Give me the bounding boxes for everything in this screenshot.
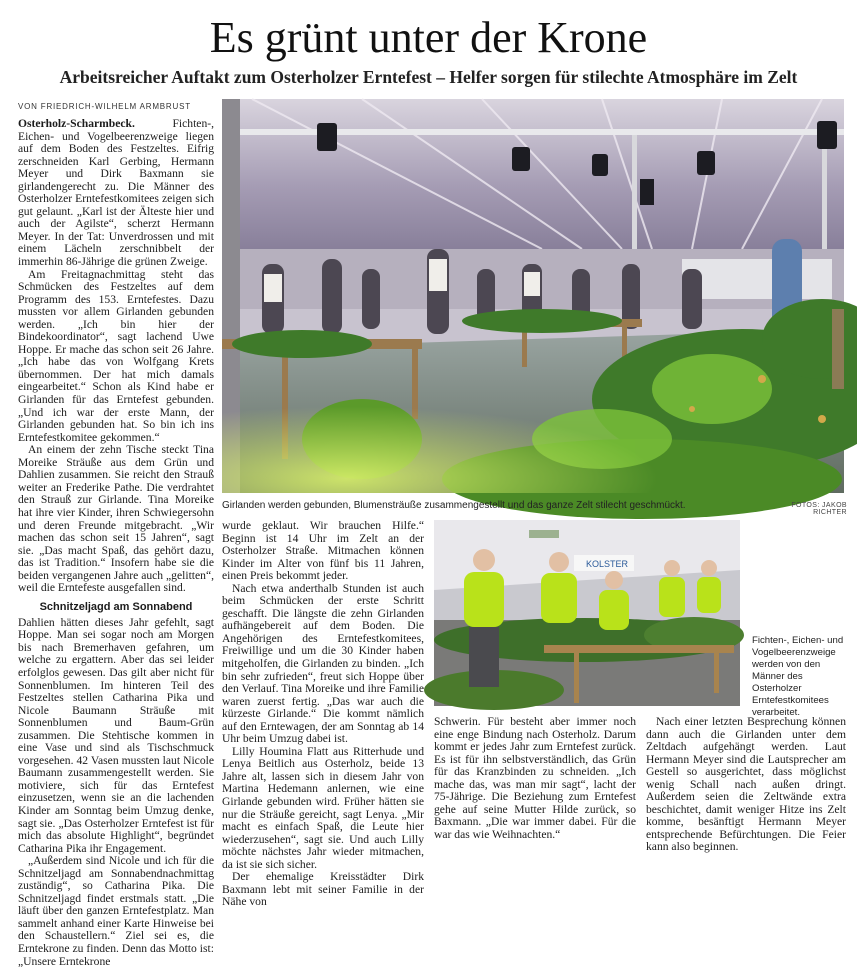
- paragraph: Dahlien hätten dieses Jahr gefehlt, sagt Hoppe. Man sei sogar noch am Morgen bis nach Bremerhaven gefahren, um welche zu ergattern. Aber das sei leider erfolglos gewesen. Das gilt aber nicht für Sonnenblumen. Im hinteren Teil des Festzeltes stellen Catharina Pika und Nicole Baumann Sträuße mit Sonnenblumen und Baum-Grün zusammen. Die Stehtische kommen in eine Vase und sind als Tischschmuck vorgesehen. 42 Vasen mussten laut Nicole Baumann zusammengestellt werden. Sie motiviere, sich für das Erntefest einzusetzen, wenn sie an die lachenden Kinder am Sonntag beim Umzug denke, sagt sie. „Das Osterholzer Erntefest ist für mich das absolute Highlight“, begründet Catharina Pika ihr Engagement.: [18, 615, 214, 855]
- column-2: [222, 519, 424, 909]
- column-1: [18, 117, 214, 968]
- headline: Es grünt unter der Krone: [209, 13, 648, 62]
- second-photo: [434, 520, 740, 706]
- second-photo-caption: Fichten-, Eichen- und Vogelbeerenzweige werden von den Männer des Osterholzer Erntefestkomitees verarbeitet.: [752, 635, 844, 718]
- column-3: [434, 716, 636, 843]
- paragraph: „Außerdem sind Nicole und ich für die Schnitzeljagd am Sonnabendnachmittag zuständig“, so Catharina Pika. Die Schnitzeljagd findet erstmals statt. „Die läuft über den ganzen Erntefestplatz. Man sammelt anhand einer Karte Hinweise bei den Schaustellern.“ Ziel sei es, die Erntekrone zu finden. Denn das Motto ist: „Unsere Erntekrone: [18, 854, 214, 968]
- subheadline: Arbeitsreicher Auftakt zum Osterholzer Erntefest – Helfer sorgen für stilechte Atmosphäre im Zelt: [59, 67, 798, 87]
- lead-paragraph: Osterholz-Scharmbeck. Fichten-, Eichen- und Vogelbeerenzweige liegen auf dem Boden des Festzeltes. Eifrig zerschneiden Karl Gerbing, Hermann Meyer und Dirk Baxmann sie girlandengerecht zu. Die Männer des Osterholzer Erntefestkomitees zeigen sich gut gelaunt. „Karl ist der Älteste hier und auch der Agilste“, scherzt Hermann Meyer. In der Tat: Unverdrossen und mit einem Lächeln zerschnibbelt der immerhin 86-Jährige die grünen Zweige.: [18, 117, 214, 269]
- main-photo-caption: Girlanden werden gebunden, Blumensträuße zusammengestellt und das ganze Zelt stilecht geschmückt.: [222, 500, 686, 511]
- paragraph: Nach etwa anderthalb Stunden ist auch beim Schmücken der erste Schritt geschafft. Die längste die zehn Girlanden aufhängebereit auf dem Boden. Die Angehörigen des Erntefestkomitees, Freiwillige und um die 30 Kinder haben mitgeholfen, die Girlanden zu binden. „Ich bin sehr zufrieden“, freut sich Hoppe über den Verlauf. Tina Moreike und ihre Familie waren zuerst fertig. „Das war auch die kürzeste Girlande.“ Die kommt nämlich auf den Erntewagen, der am Sonntag ab 14 Uhr beim Umzug dabei ist.: [222, 581, 424, 746]
- paragraph: Am Freitagnachmittag steht das Schmücken des Festzeltes auf dem Programm des 153. Erntefestes. Dazu mussten vor allem Girlanden gebunden werden. „Ich bin hier der Bindekoordinator“, sagt lachend Uwe Hoppe. Er mache das schon seit 26 Jahre. „Ich habe das von Wolfgang Krets übernommen. Der hat mich damals eingearbeitet.“ Schon als Kind habe er Girlanden für das Erntefest gebunden. „Und ich war der erste Mann, der Girlanden gebunden hat. So bin ich ins Erntefestkomitee gekommen.“: [18, 267, 214, 444]
- dateline: Osterholz-Scharmbeck.: [18, 117, 135, 130]
- paragraph: Nach einer letzten Besprechung können dann auch die Girlanden unter dem Zeltdach aufgehängt werden. Laut Hermann Meyer sind die Lautsprecher am Gestell so ausgerichtet, dass möglichst wenig Schall nach außen dringt. Außerdem seien die Zeltwände extra beschichtet, damit weniger Hitze ins Zelt komme, besänftigt Hermann Meyer entsprechende Befürchtungen. Die Feier kann also beginnen.: [646, 715, 846, 854]
- men-cutting-branches-image: [434, 520, 740, 706]
- tent-decoration-image: [222, 99, 844, 493]
- paragraph: An einem der zehn Tische steckt Tina Moreike Sträuße aus dem Grün und Dahlien zusammen. Sie reicht den Strauß weiter an Frederike Pathe. Die verdrahtet den Strauß zur Girlande. Tina Moreike hat ihre vier Kinder, ihren Schwiegersohn und deren Freunde mitgebracht. „Wir machen das schon seit 15 Jahren“, sagt sie. „Das macht Spaß, das gehört dazu, das ist Tradition.“ Insofern habe sie die beiden vergangenen Jahre auch „gelitten“, weil die Erntefeste ausgefallen sind.: [18, 443, 214, 595]
- paragraph: wurde geklaut. Wir brauchen Hilfe.“ Beginn ist 14 Uhr im Zelt an der Osterholzer Straße. Mitmachen können Kinder im Alter von fünf bis 11 Jahren, einen Preis bekommt jeder.: [222, 519, 424, 583]
- photo-credit: FOTOS: JAKOB RICHTER: [791, 502, 847, 516]
- column-4: [646, 715, 846, 854]
- paragraph: Lilly Houmina Flatt aus Ritterhude und Lenya Beitlich aus Osterholz, beide 13 Jahre alt, lassen sich in diesem Jahr von Martina Hedemann anlernen, wie eine Girlande gebunden wird. Früher hätten sie nur die Sträuße gereicht, sagt Lenya. „Mir macht es einfach Spaß, die Leute hier wiederzusehen“, sagt sie. Und auch Lilly möchte nächstes Jahr wieder mitmachen, da ist sie sich sicher.: [222, 744, 424, 871]
- subheading: Schnitzeljagd am Sonnabend: [39, 600, 193, 613]
- kolster-sign: KOLSTER: [586, 559, 629, 569]
- byline: VON FRIEDRICH-WILHELM ARMBRUST: [18, 102, 191, 111]
- paragraph: Der ehemalige Kreisstädter Dirk Baxmann lebt mit seiner Familie in der Nähe von: [222, 870, 424, 909]
- main-photo: [222, 99, 844, 493]
- paragraph: Schwerin. Für besteht aber immer noch eine enge Bindung nach Osterholz. Darum kommt er jedes Jahr zum Erntefest zurück. Es ist für ihn selbstverständlich, das Grün für das Kranzbinden zu schneiden. „Ich mache das, was man mir sagt“, lacht der 75-Jährige. Die Beziehung zum Erntefest gehe auf seine Mutter Hilde zurück, so Baxmann. „Die war immer dabei. Für die war das wie Weihnachten.“: [434, 715, 636, 841]
